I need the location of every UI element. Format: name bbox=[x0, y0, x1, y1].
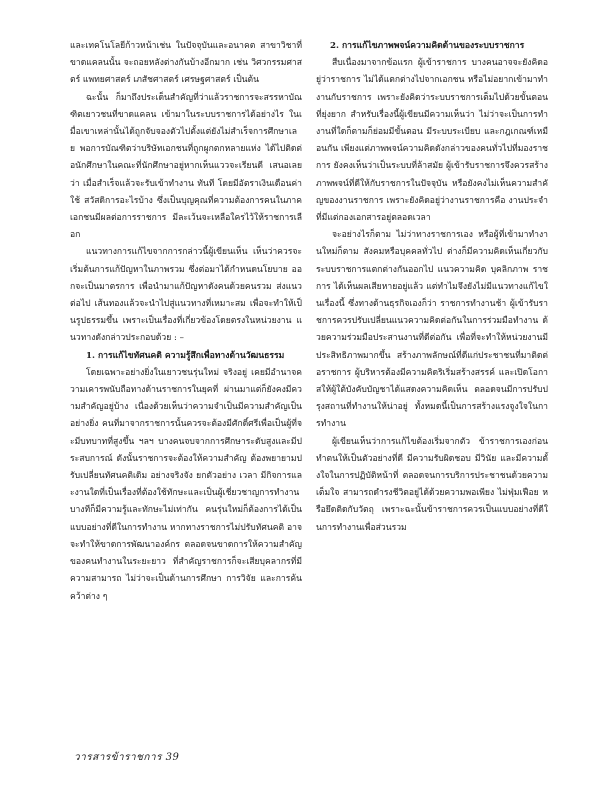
section-heading-1: 1. การแก้ไขทัศนคติ ความรู้สึกเพื่อทางด้านวัฒนธรรม bbox=[86, 350, 285, 361]
body-paragraph: ผู้เขียนเห็นว่าการแก้ไขต้องเริ่มจากตัว ข้าราชการเองก่อน ทำตนให้เป็นตัวอย่างที่ดี มีความรับผิดชอบ มีวินัย และมีความตั้งใจในการปฏิบัติหน้าที่ ตลอดจนการบริการประชาชนด้วยความเต็มใจ สามารถดำรงชีวิตอยู่ได้ด้วยความพอเพียง ไม่ฟุ่มเฟือย หรือยึดติดกับวัตถุ เพราะฉะนั้นข้าราชการควรเป็นแบบอย่างที่ดีในการทำงานเพื่อส่วนรวม bbox=[316, 436, 548, 533]
body-paragraph: โดยเฉพาะอย่างยิ่งในเยาวชนรุ่นใหม่ จริงอยู่ เคยมีอำนาจความเคารพนับถือทางด้านราชการในยุคที่ ผ่านมาแต่ก็ยังคงมีความสำคัญอยู่บ้าง เนื่องด้วยเห็นว่าความจำเป็นมีความสำคัญเป็นอย่างยิ่ง คนที่มาจากราชการนั้นควรจะต้องมีศักดิ์ศรีเพื่อเป็นผู้ที่จะมีบทบาทที่สูงขึ้น ฯลฯ บางคนจบจากการศึกษาระดับสูงและมีประสบการณ์ ดังนั้นราชการจะต้องให้ความสำคัญ ต้องพยายามปรับเปลี่ยนทัศนคติเดิม อย่างจริงจัง ยกตัวอย่าง เวลา มีกิจการและงานใดที่เป็นเรื่องที่ต้องใช้ทักษะและเป็นผู้เชี่ยวชาญการทำงาน บางทีก็มีความรู้และทักษะไม่เท่ากัน คนรุ่นใหม่ก็ต้องการได้เป็นแบบอย่างที่ดีในการทำงาน หากทางราชการไม่ปรับทัศนคติ อาจจะทำให้ขาดการพัฒนาองค์กร ตลอดจนขาดการให้ความสำคัญของคนทำงานในระยะยาว ที่สำคัญราชการก็จะเสียบุคลากรที่มีความสามารถ ไม่ว่าจะเป็นด้านการศึกษา การวิจัย และการค้นคว้าต่าง ๆ bbox=[70, 367, 302, 602]
body-paragraph: จะอย่างไรก็ตาม ไม่ว่าทางราชการเอง หรือผู้ที่เข้ามาทำงานใหม่ก็ตาม สังคมหรือบุคคลทั่วไป ต่างก็มีความคิดเห็นเกี่ยวกับระบบราชการแตกต่างกันออกไป แนวความคิด บุคลิกภาพ ราชการ ได้เห็นผลเสียหายอยู่แล้ว แต่ทำไมจึงยังไม่มีแนวทางแก้ไขในเรื่องนี้ ซึ่งทางด้านธุรกิจเองก็ว่า ราชการทำงานช้า ผู้เข้ารับราชการควรปรับเปลี่ยนแนวความคิดต่อกันในการร่วมมือทำงาน ด้วยความร่วมมือประสานงานที่ดีต่อกัน เพื่อที่จะทำให้หน่วยงานมีประสิทธิภาพมากขึ้น สร้างภาพลักษณ์ที่ดีแก่ประชาชนที่มาติดต่อราชการ ผู้บริหารต้องมีความคิดริเริ่มสร้างสรรค์ และเปิดโอกาสให้ผู้ใต้บังคับบัญชาได้แสดงความคิดเห็น ตลอดจนมีการปรับปรุงสถานที่ทำงานให้น่าอยู่ ทั้งหมดนี้เป็นการสร้างแรงจูงใจในการทำงาน bbox=[316, 230, 548, 430]
body-paragraph: แนวทางการแก้ไขจากการกล่าวนี้ผู้เขียนเห็น เห็นว่าควรจะเริ่มต้นการแก้ปัญหาในภาพรวม ซึ่งต่อมาได้กำหนดนโยบาย ออกจะเป็นมาตรการ เพื่อนำมาแก้ปัญหาดังคนด้วยคนรวม ส่งแนวต่อไป เส้นทองแล้วจะนำไปสู่แนวทางที่เหมาะสม เพื่อจะทำให้เป็นรูปธรรมขึ้น เพราะเป็นเรื่องที่เกี่ยวข้องโดยตรงในหน่วยงาน แนวทางดังกล่าวประกอบด้วย : – bbox=[70, 247, 302, 344]
right-column bbox=[316, 38, 548, 537]
body-paragraph: ฉะนั้น ก็มาถึงประเด็นสำคัญที่ว่าแล้วราชการจะสรรหาบัณฑิตเยาวชนที่ขาดแคลน เข้ามาในระบบราชการได้อย่างไร ในเมื่อเขาเหล่านั้นได้ถูกจับจองตัวไปตั้งแต่ยังไม่สำเร็จการศึกษาเลย พอการบัณฑิตว่าบริษัทเอกชนที่ถูกผูกตกหลายแห่ง ได้ไปติดต่อนักศึกษาในคณะที่นักศึกษาอยู่หากเห็นแววจะเรียนดี เสนอเลยว่า เมื่อสำเร็จแล้วจะรับเข้าทำงาน ทันที โดยมีอัตราเงินเดือนค่าใช้ สวัสดิการอะไรบ้าง ซึ่งเป็นบุญคุณที่ความต้องการคนในภาคเอกชนมีผลต่อการราชการ มีละเว้นจะเหลือใครไว้ให้ราชการเลือก bbox=[70, 92, 302, 241]
body-paragraph: สืบเนื่องมาจากข้อแรก ผู้เข้าราชการ บางคนอาจจะยังคิดอยู่ว่าราชการ ไม่ได้แตกต่างไปจากเอกชน หรือไม่อยากเข้ามาทำงานกับราชการ เพราะยังคิดว่าระบบราชการเต็มไปด้วยขั้นตอนที่ยุ่งยาก สำหรับเรื่องนี้ผู้เขียนมีความเห็นว่า ไม่ว่าจะเป็นการทำงานที่ใดก็ตามก็ย่อมมีขั้นตอน มีระบบระเบียบ และกฎเกณฑ์เหมือนกัน เพียงแต่ภาพพจน์ความคิดดังกล่าวของคนทั่วไปที่มองราชการ ยังคงเห็นว่าเป็นระบบที่ล้าสมัย ผู้เข้ารับราชการจึงควรสร้างภาพพจน์ที่ดีให้กับราชการในปัจจุบัน หรือยังคงไม่เห็นความสำคัญของงานราชการ เพราะยังคิดอยู่ว่างานราชการคือ งานประจำ ที่มีแต่กองเอกสารอยู่ตลอดเวลา bbox=[316, 58, 548, 224]
section-heading-2: 2. การแก้ไขภาพพจน์ความคิดด้านของระบบราชการ bbox=[330, 41, 525, 51]
left-column bbox=[70, 38, 302, 606]
body-paragraph: และเทคโนโลยีก้าวหน้าเช่น ในปัจจุบันและอนาคต สาขาวิชาที่ขาดแคลนนั้น จะถอยหลังต่างกันบ้างอีกมาก เช่น วิศวกรรมศาสตร์ แพทยศาสตร์ เภสัชศาสตร์ เศรษฐศาสตร์ เป็นต้น bbox=[70, 41, 302, 86]
page-footer: วารสารข้าราชการ 39 bbox=[74, 752, 180, 763]
